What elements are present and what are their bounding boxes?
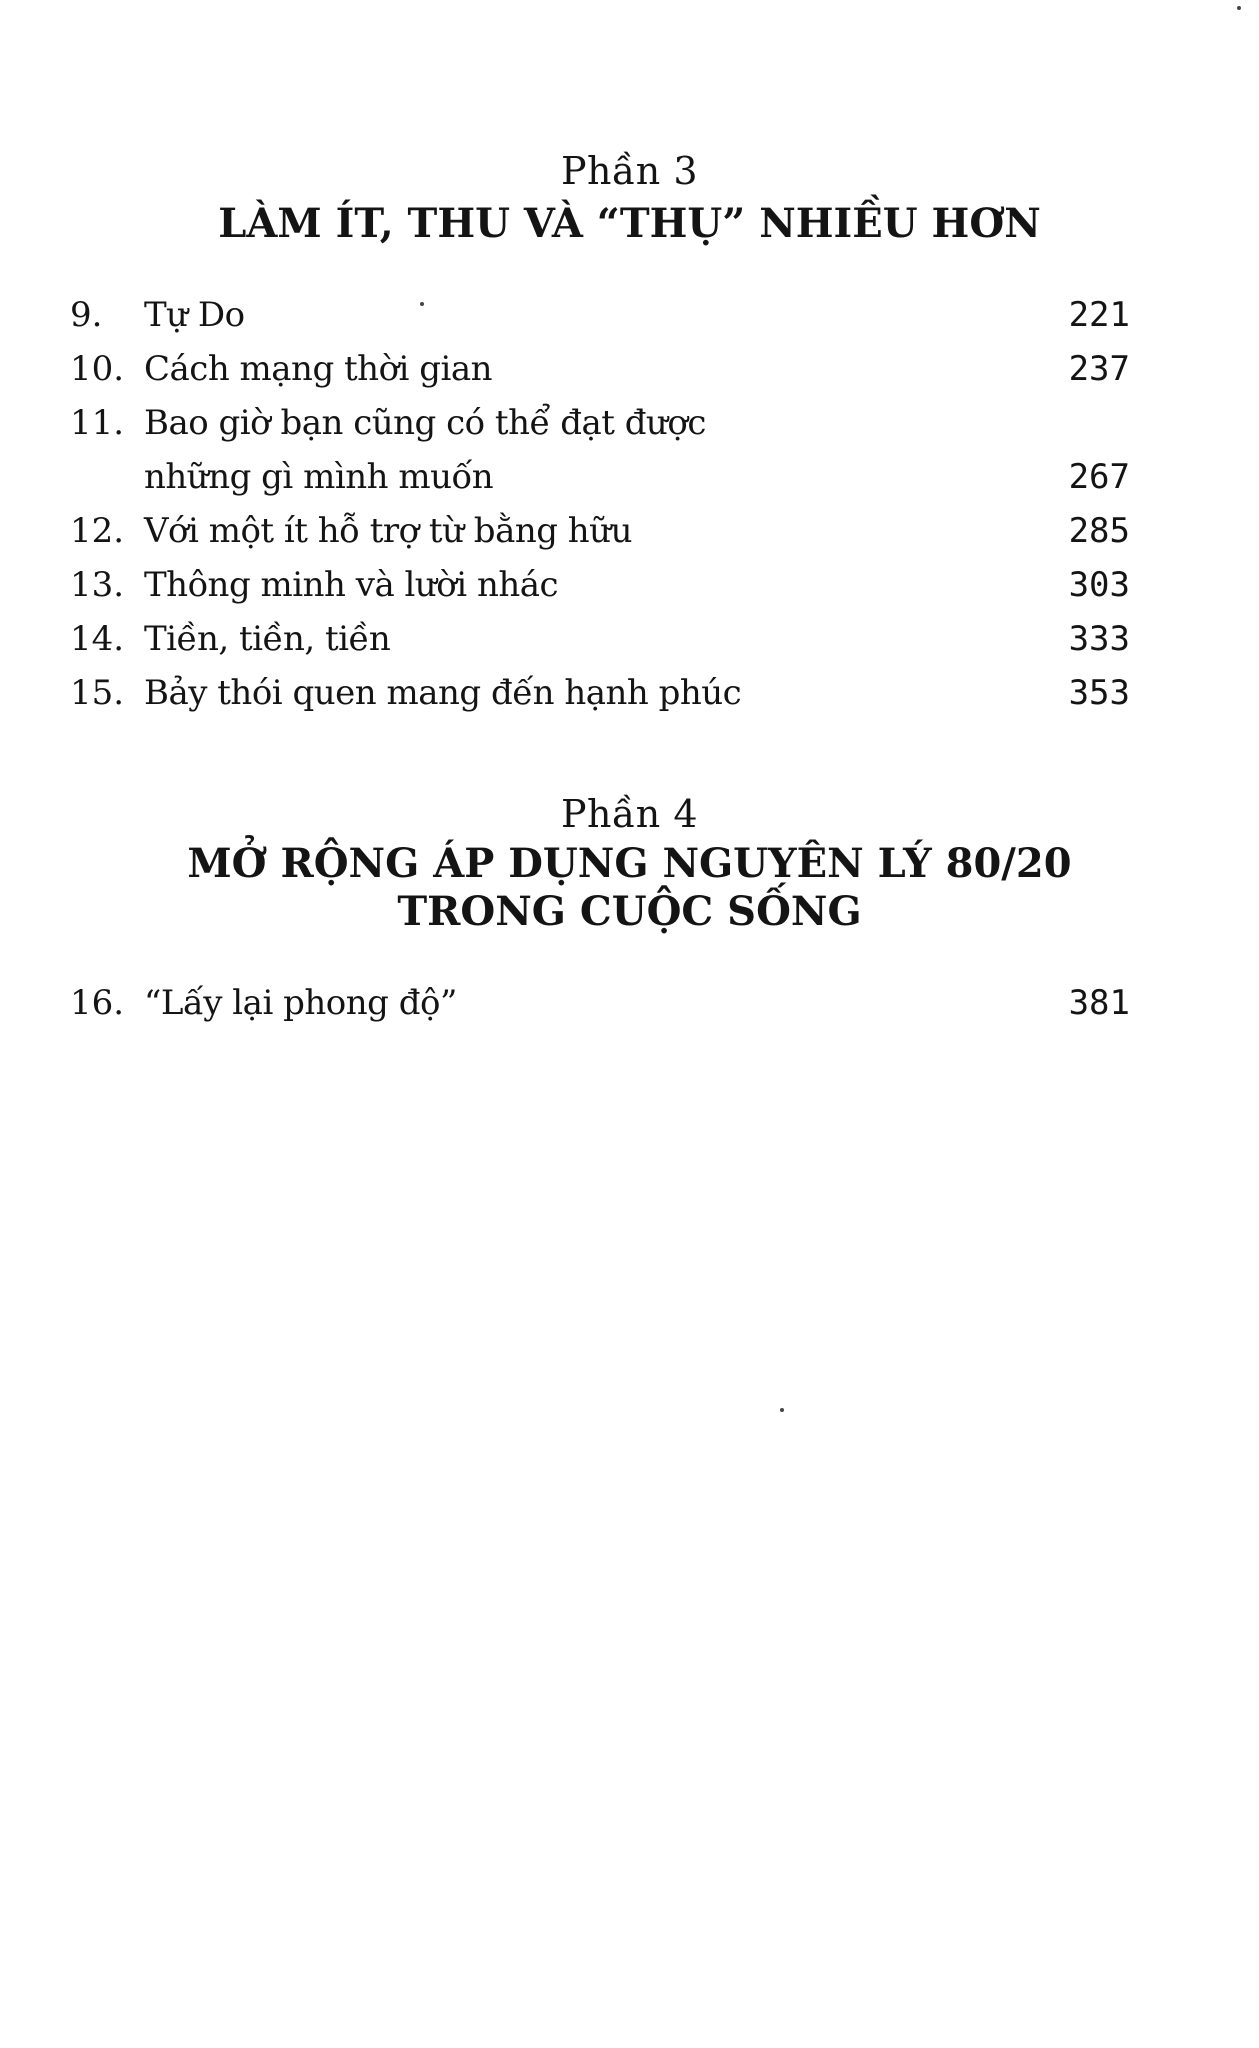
scan-speck <box>420 302 424 306</box>
toc-entry-title-line: những gì mình muốn <box>144 457 494 497</box>
toc-entry-page: 353 <box>1068 673 1130 713</box>
toc-entry-title: Thông minh và lười nhác <box>144 565 559 605</box>
toc-entry-number: 10. <box>70 349 125 389</box>
toc-entry-page: 303 <box>1068 565 1130 605</box>
part-3-title-line: LÀM ÍT, THU VÀ “THỤ” NHIỀU HƠN <box>218 200 1041 247</box>
toc-entry <box>0 288 1259 342</box>
toc-entry-number: 11. <box>70 403 125 443</box>
part-3-label: Phần 3 <box>560 149 699 193</box>
part-4-title <box>0 840 1259 936</box>
toc-entry <box>0 666 1259 720</box>
toc-entry-number: 9. <box>70 295 103 335</box>
toc-entry-title: Cách mạng thời gian <box>144 349 493 389</box>
toc-entry <box>0 396 1259 504</box>
toc-entry <box>0 504 1259 558</box>
toc-entry-page: 237 <box>1068 349 1130 389</box>
toc-entry <box>0 342 1259 396</box>
scan-speck <box>1237 6 1241 10</box>
toc-entry-page: 221 <box>1068 295 1130 335</box>
part-4-title-line: TRONG CUỘC SỐNG <box>397 888 862 935</box>
toc-entry-page: 333 <box>1068 619 1130 659</box>
toc-entry-number: 14. <box>70 619 125 659</box>
toc-entry <box>0 558 1259 612</box>
toc-entry-title: Với một ít hỗ trợ từ bằng hữu <box>144 511 632 551</box>
scan-speck <box>780 1408 784 1412</box>
toc-entry <box>0 612 1259 666</box>
toc-entry-title: Tự Do <box>144 295 245 335</box>
part-3-toc-list <box>0 288 1259 720</box>
part-4-toc-list <box>0 976 1259 1030</box>
toc-entry-page: 285 <box>1068 511 1130 551</box>
part-3-title <box>0 200 1259 248</box>
toc-entry-title-line: Bao giờ bạn cũng có thể đạt được <box>144 403 706 443</box>
toc-entry-title: “Lấy lại phong độ” <box>144 983 457 1023</box>
toc-entry-number: 13. <box>70 565 125 605</box>
toc-entry <box>0 976 1259 1030</box>
toc-entry-page: 267 <box>1068 457 1130 497</box>
part-4-label: Phần 4 <box>560 792 699 836</box>
toc-entry-number: 12. <box>70 511 125 551</box>
toc-entry-title: Tiền, tiền, tiền <box>144 619 391 659</box>
toc-entry-number: 16. <box>70 983 125 1023</box>
part-4-title-line: MỞ RỘNG ÁP DỤNG NGUYÊN LÝ 80/20 <box>187 840 1072 887</box>
toc-entry-number: 15. <box>70 673 125 713</box>
toc-entry-page: 381 <box>1068 983 1130 1023</box>
toc-entry-title <box>144 396 1004 504</box>
toc-entry-title: Bảy thói quen mang đến hạnh phúc <box>144 673 742 713</box>
